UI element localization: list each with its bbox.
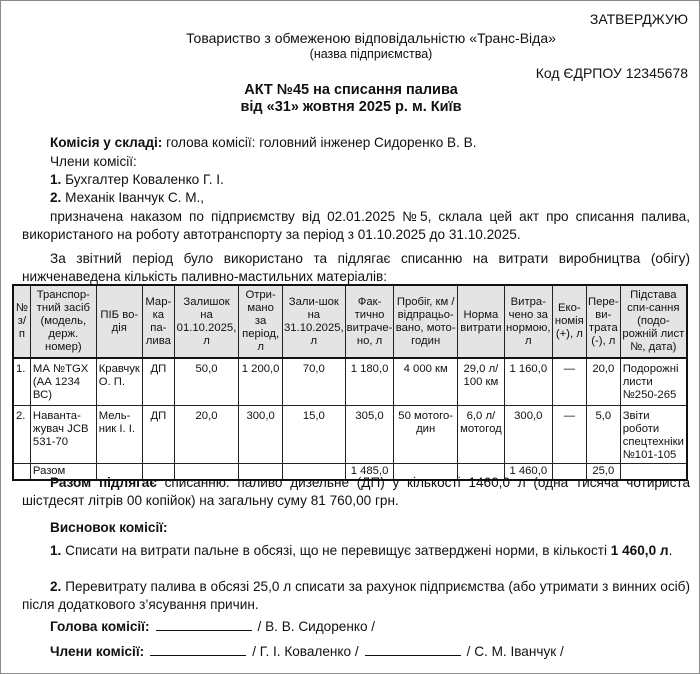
cell-received: 1 200,0: [239, 358, 283, 406]
commission-label: Комісія у складі:: [50, 135, 163, 150]
column-header: Витра-чено за нормою, л: [504, 285, 552, 358]
cell-norm: 6,0 л/ мотогод: [457, 406, 504, 464]
member-number: 1.: [50, 172, 62, 187]
appointment-paragraph: призначена наказом по підприємству від 02.01.2025 №5, склала цей акт про списання палива, використаного на роботу автотранспорту за період з 01.10.2025 до 31.10.2025.: [22, 209, 690, 242]
edrpou-code: Код ЄДРПОУ 12345678: [535, 65, 688, 81]
conclusion-text: Списати на витрати пальне в обсязі, що не перевищує затверджені норми, в кількості: [61, 543, 611, 558]
conclusion-text: Перевитрату палива в обсязі 25,0 л списати за рахунок підприємства (або утримати з винних осіб) після додаткового з’ясування причин.: [22, 579, 690, 612]
conclusion-heading: [50, 519, 700, 537]
table-row: [13, 358, 687, 406]
column-header: Норма витрати: [457, 285, 504, 358]
member-text: Механік Іванчук С. М.,: [61, 190, 205, 205]
commission-chair-text: голова комісії: головний інженер Сидоренко В. В.: [162, 135, 477, 150]
cell-start-balance: 20,0: [174, 406, 238, 464]
cell-overuse: 5,0: [586, 406, 620, 464]
commission-chair: [50, 134, 700, 152]
column-header: ПІБ во-дія: [96, 285, 142, 358]
title-line-1: АКТ №45 на списання палива: [244, 82, 458, 98]
signature-blank[interactable]: [365, 642, 461, 656]
cell-mileage: 50 мотого-дин: [394, 406, 458, 464]
summary-text: списанню: паливо дизельне (ДП) у кількості 1460,0 л (одна тисяча чотириста шістдесят літрів 00 копійок) на загальну суму 81 760,00 грн.: [22, 475, 691, 508]
cell-total-overuse: 25,0: [586, 464, 620, 481]
members-signature-label: Члени комісії:: [50, 644, 145, 659]
member1-signature-name: / Г. І. Коваленко /: [252, 644, 359, 659]
cell-saving: —: [552, 358, 586, 406]
column-header: Отри-мано за період, л: [239, 285, 283, 358]
period-paragraph: За звітний період було використано та підлягає списанню на витрати виробництва (обігу) нижченаведена кількість паливно-мастильних матеріалів:: [22, 251, 690, 284]
cell-total-by-norm: 1 460,0: [504, 464, 552, 481]
organization-note: (назва підприємства): [309, 47, 433, 61]
column-header: Еко-номія (+), л: [552, 285, 586, 358]
cell-basis: Подорожні листи №250-265: [620, 358, 687, 406]
signature-blank[interactable]: [150, 642, 246, 656]
column-header: Фак-тично витраче-но, л: [345, 285, 394, 358]
cell-driver: Кравчук О. П.: [96, 358, 142, 406]
member-item: [50, 189, 700, 207]
summary-paragraph: [22, 474, 690, 510]
approval-stamp: ЗАТВЕРДЖУЮ: [589, 11, 688, 27]
cell-by-norm: 1 160,0: [504, 358, 552, 406]
members-signature-line: [50, 642, 700, 661]
column-header: Зали-шок на 31.10.2025, л: [282, 285, 345, 358]
cell-overuse: 20,0: [586, 358, 620, 406]
table-row: [13, 406, 687, 464]
title-line-2: від «31» жовтня 2025 р. м. Київ: [240, 99, 462, 115]
column-header: Пере-ви-трата (-), л: [586, 285, 620, 358]
cell-number: 1.: [13, 358, 30, 406]
document-title: [1, 82, 700, 116]
table-header-row: [13, 285, 687, 358]
signature-blank[interactable]: [156, 617, 252, 631]
cell-mileage: 4 000 км: [394, 358, 458, 406]
member-text: Бухгалтер Коваленко Г. І.: [61, 172, 224, 187]
summary-bold: Разом підлягає: [50, 475, 157, 490]
column-header: Мар-ка па-лива: [142, 285, 174, 358]
cell-end-balance: 15,0: [282, 406, 345, 464]
cell-total-label: Разом: [30, 464, 96, 481]
conclusion-label: Висновок комісії:: [50, 520, 168, 535]
column-header: Залишок на 01.10.2025, л: [174, 285, 238, 358]
member-item: [50, 171, 700, 189]
members-label: Члени комісії:: [50, 154, 137, 169]
conclusion-number: 2.: [50, 579, 62, 594]
conclusion-item: [22, 578, 690, 614]
cell-vehicle: Наванта-жувач JCB 531-70: [30, 406, 96, 464]
cell-vehicle: МА №TGX (АА 1234 ВС): [30, 358, 96, 406]
cell-norm: 29,0 л/ 100 км: [457, 358, 504, 406]
chair-signature-name: / В. В. Сидоренко /: [257, 619, 376, 634]
cell-fuel-brand: ДП: [142, 358, 174, 406]
conclusion-amount: 1 460,0 л: [610, 543, 669, 558]
member-number: 2.: [50, 190, 62, 205]
cell-number: 2.: [13, 406, 30, 464]
cell-fuel-brand: ДП: [142, 406, 174, 464]
cell-end-balance: 70,0: [282, 358, 345, 406]
cell-total-actual: 1 485,0: [345, 464, 394, 481]
chair-signature-line: [50, 617, 700, 636]
conclusion-number: 1.: [50, 543, 62, 558]
cell-actual-used: 305,0: [345, 406, 394, 464]
cell-actual-used: 1 180,0: [345, 358, 394, 406]
conclusion-tail: .: [668, 543, 673, 558]
member2-signature-name: / С. М. Іванчук /: [466, 644, 564, 659]
cell-start-balance: 50,0: [174, 358, 238, 406]
column-header: № з/п: [13, 285, 30, 358]
organization-name: Товариство з обмеженою відповідальністю «Транс-Віда»: [186, 30, 556, 46]
cell-basis: Звіти роботи спецтехніки №101-105: [620, 406, 687, 464]
cell-received: 300,0: [239, 406, 283, 464]
chair-signature-label: Голова комісії:: [50, 619, 150, 634]
cell-driver: Мель-ник І. І.: [96, 406, 142, 464]
column-header: Транспор-тний засіб (модель, держ. номер): [30, 285, 96, 358]
column-header: Пробіг, км / відпрацьо-вано, мото-годин: [394, 285, 458, 358]
cell-by-norm: 300,0: [504, 406, 552, 464]
fuel-writeoff-table: [12, 284, 688, 481]
cell-saving: —: [552, 406, 586, 464]
conclusion-item: [22, 542, 690, 560]
column-header: Підстава спи-сання (подо-рожній лист №, дата): [620, 285, 687, 358]
